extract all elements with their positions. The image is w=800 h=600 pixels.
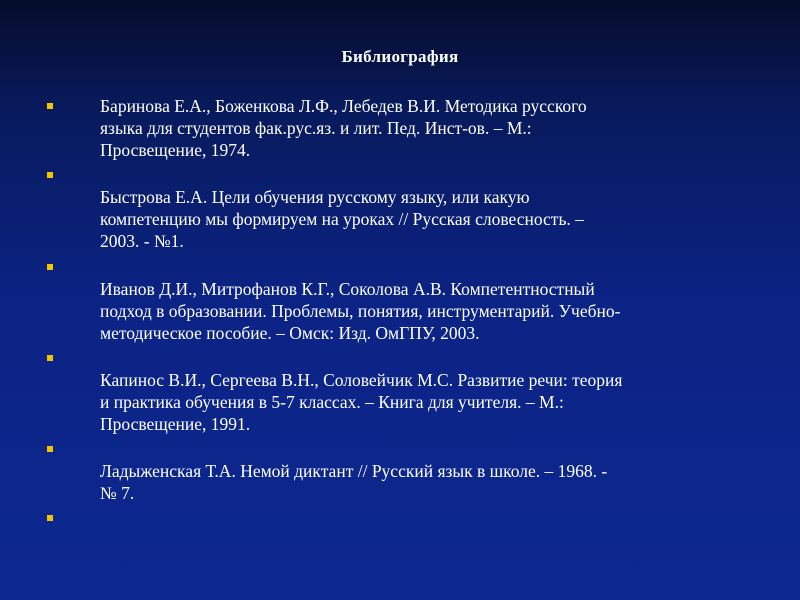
entry-line: и практика обучения в 5-7 классах. – Книга для учителя. – М.:: [100, 392, 564, 412]
bullet-icon: [47, 264, 53, 270]
entry-line: № 7.: [100, 483, 135, 503]
entry-line: Просвещение, 1974.: [100, 140, 251, 160]
bullet-icon: [47, 103, 53, 109]
entry-line: методическое пособие. – Омск: Изд. ОмГПУ, 2003.: [100, 323, 480, 343]
slide-title: Библиография: [341, 47, 459, 66]
bullet-icon: [47, 515, 53, 521]
bibliography-entry: [100, 186, 760, 252]
entry-line: 2003. - №1.: [100, 231, 184, 251]
bullet-icon: [47, 172, 53, 178]
entry-line: языка для студентов фак.рус.яз. и лит. Пед. Инст-ов. – М.:: [100, 118, 532, 138]
bibliography-entry: [100, 369, 760, 435]
entry-line: Быстрова Е.А. Цели обучения русскому языку, или какую: [100, 187, 530, 207]
bibliography-entry: [100, 278, 760, 344]
entry-line: Иванов Д.И., Митрофанов К.Г., Соколова А.В. Компетентностный: [100, 279, 595, 299]
entry-line: Ладыженская Т.А. Немой диктант // Русский язык в школе. – 1968. -: [100, 461, 608, 481]
entry-line: Просвещение, 1991.: [100, 414, 251, 434]
bullet-icon: [47, 446, 53, 452]
entry-line: Баринова Е.А., Боженкова Л.Ф., Лебедев В.И. Методика русского: [100, 96, 587, 116]
bibliography-entry: [100, 95, 760, 161]
bibliography-entry: [100, 460, 760, 504]
bullet-icon: [47, 355, 53, 361]
entry-line: Капинос В.И., Сергеева В.Н., Соловейчик М.С. Развитие речи: теория: [100, 370, 623, 390]
entry-line: компетенцию мы формируем на уроках // Русская словесность. –: [100, 209, 584, 229]
entry-line: подход в образовании. Проблемы, понятия, инструментарий. Учебно-: [100, 301, 621, 321]
